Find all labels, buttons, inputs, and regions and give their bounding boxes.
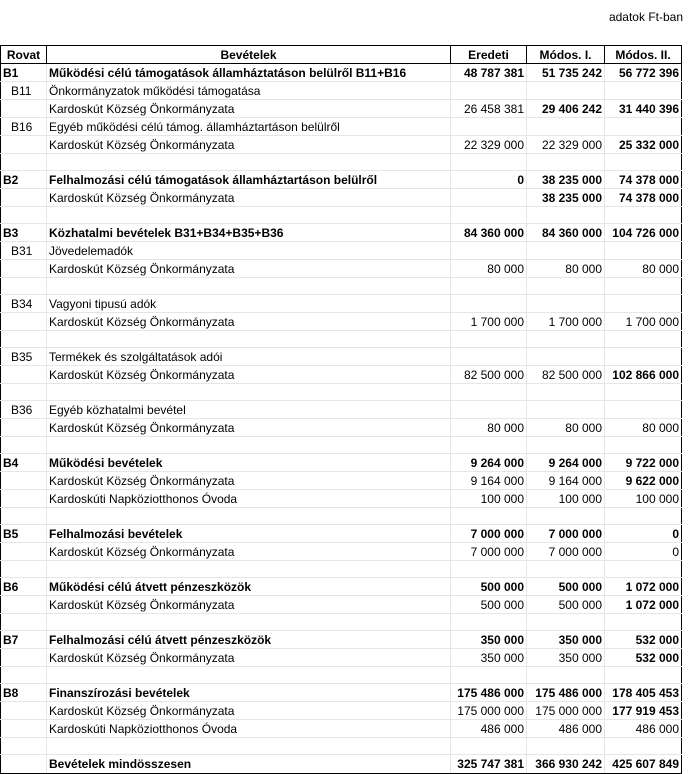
rovat-code bbox=[1, 472, 47, 490]
value-eredeti: 7 000 000 bbox=[451, 543, 527, 561]
table-row bbox=[1, 596, 682, 614]
value-eredeti: 500 000 bbox=[451, 596, 527, 614]
empty-cell bbox=[451, 614, 527, 631]
empty-cell bbox=[527, 331, 605, 348]
rovat-code: B11 bbox=[1, 82, 47, 100]
rovat-code: B2 bbox=[1, 171, 47, 189]
value-modos2 bbox=[605, 295, 682, 313]
rovat-code: B36 bbox=[1, 401, 47, 419]
value-modos2: 425 607 849 bbox=[605, 755, 682, 774]
value-modos2: 9 722 000 bbox=[605, 454, 682, 472]
value-modos2: 1 072 000 bbox=[605, 578, 682, 596]
value-modos2: 80 000 bbox=[605, 419, 682, 437]
value-eredeti: 0 bbox=[451, 171, 527, 189]
value-modos2: 532 000 bbox=[605, 631, 682, 649]
empty-cell bbox=[1, 561, 47, 578]
value-eredeti: 80 000 bbox=[451, 260, 527, 278]
group-row bbox=[1, 525, 682, 543]
value-modos1 bbox=[527, 82, 605, 100]
rovat-code bbox=[1, 649, 47, 667]
rovat-code bbox=[1, 313, 47, 331]
table-row bbox=[1, 490, 682, 508]
empty-cell bbox=[47, 207, 451, 224]
empty-cell bbox=[605, 207, 682, 224]
value-modos2: 0 bbox=[605, 543, 682, 561]
rovat-code bbox=[1, 100, 47, 118]
bevetel-name: Kardoskút Község Önkormányzata bbox=[47, 596, 451, 614]
table-row bbox=[1, 649, 682, 667]
empty-cell bbox=[451, 331, 527, 348]
value-modos1 bbox=[527, 348, 605, 366]
value-modos1: 80 000 bbox=[527, 260, 605, 278]
value-modos1 bbox=[527, 242, 605, 260]
spacer-row bbox=[1, 508, 682, 525]
table-row bbox=[1, 82, 682, 100]
value-eredeti: 9 264 000 bbox=[451, 454, 527, 472]
value-modos2 bbox=[605, 118, 682, 136]
empty-cell bbox=[47, 154, 451, 171]
value-modos2: 532 000 bbox=[605, 649, 682, 667]
empty-cell bbox=[605, 667, 682, 684]
empty-cell bbox=[47, 614, 451, 631]
empty-cell bbox=[451, 508, 527, 525]
rovat-code: B8 bbox=[1, 684, 47, 702]
value-modos1: 350 000 bbox=[527, 631, 605, 649]
empty-cell bbox=[527, 437, 605, 454]
value-modos1: 500 000 bbox=[527, 578, 605, 596]
spacer-row bbox=[1, 331, 682, 348]
value-eredeti bbox=[451, 348, 527, 366]
value-modos2: 74 378 000 bbox=[605, 189, 682, 207]
value-eredeti: 80 000 bbox=[451, 419, 527, 437]
bevetel-name: Kardoskút Község Önkormányzata bbox=[47, 100, 451, 118]
bevetel-name: Bevételek mindösszesen bbox=[47, 755, 451, 774]
rovat-code: B34 bbox=[1, 295, 47, 313]
empty-cell bbox=[527, 278, 605, 295]
value-modos1: 486 000 bbox=[527, 720, 605, 738]
table-row bbox=[1, 366, 682, 384]
value-modos2 bbox=[605, 82, 682, 100]
empty-cell bbox=[1, 508, 47, 525]
value-modos1: 51 735 242 bbox=[527, 64, 605, 82]
value-modos2: 25 332 000 bbox=[605, 136, 682, 154]
spacer-row bbox=[1, 207, 682, 224]
group-row bbox=[1, 454, 682, 472]
empty-cell bbox=[47, 667, 451, 684]
bevetel-name: Kardoskút Község Önkormányzata bbox=[47, 136, 451, 154]
value-eredeti: 84 360 000 bbox=[451, 224, 527, 242]
empty-cell bbox=[47, 738, 451, 755]
empty-cell bbox=[605, 154, 682, 171]
empty-cell bbox=[527, 614, 605, 631]
unit-note: adatok Ft-ban bbox=[608, 10, 683, 24]
empty-cell bbox=[47, 508, 451, 525]
value-modos1: 22 329 000 bbox=[527, 136, 605, 154]
empty-cell bbox=[1, 667, 47, 684]
value-modos1: 9 164 000 bbox=[527, 472, 605, 490]
spacer-row bbox=[1, 154, 682, 171]
empty-cell bbox=[47, 331, 451, 348]
empty-cell bbox=[451, 207, 527, 224]
empty-cell bbox=[1, 437, 47, 454]
empty-cell bbox=[451, 384, 527, 401]
empty-cell bbox=[605, 614, 682, 631]
rovat-code: B5 bbox=[1, 525, 47, 543]
empty-cell bbox=[527, 154, 605, 171]
rovat-code bbox=[1, 189, 47, 207]
value-modos1: 175 486 000 bbox=[527, 684, 605, 702]
table-row bbox=[1, 242, 682, 260]
value-modos2: 80 000 bbox=[605, 260, 682, 278]
value-eredeti: 325 747 381 bbox=[451, 755, 527, 774]
bevetel-name: Egyéb közhatalmi bevétel bbox=[47, 401, 451, 419]
value-modos2: 56 772 396 bbox=[605, 64, 682, 82]
value-eredeti: 9 164 000 bbox=[451, 472, 527, 490]
value-modos2: 0 bbox=[605, 525, 682, 543]
empty-cell bbox=[605, 384, 682, 401]
spacer-row bbox=[1, 561, 682, 578]
empty-cell bbox=[451, 154, 527, 171]
value-modos1: 100 000 bbox=[527, 490, 605, 508]
rovat-code bbox=[1, 543, 47, 561]
value-modos1 bbox=[527, 295, 605, 313]
bevetel-name: Finanszírozási bevételek bbox=[47, 684, 451, 702]
value-modos2: 102 866 000 bbox=[605, 366, 682, 384]
bevetel-name: Működési bevételek bbox=[47, 454, 451, 472]
empty-cell bbox=[527, 508, 605, 525]
bevetel-name: Kardoskúti Napköziotthonos Óvoda bbox=[47, 720, 451, 738]
bevetel-name: Működési célú átvett pénzeszközök bbox=[47, 578, 451, 596]
value-modos1: 9 264 000 bbox=[527, 454, 605, 472]
group-row bbox=[1, 171, 682, 189]
value-modos2 bbox=[605, 401, 682, 419]
rovat-code bbox=[1, 720, 47, 738]
empty-cell bbox=[527, 384, 605, 401]
value-modos1 bbox=[527, 118, 605, 136]
value-eredeti: 175 000 000 bbox=[451, 702, 527, 720]
table-row bbox=[1, 720, 682, 738]
bevetel-name: Egyéb működési célú támog. államháztartáson belülről bbox=[47, 118, 451, 136]
table-row bbox=[1, 136, 682, 154]
value-modos2: 178 405 453 bbox=[605, 684, 682, 702]
value-eredeti: 175 486 000 bbox=[451, 684, 527, 702]
value-modos2: 1 072 000 bbox=[605, 596, 682, 614]
value-modos2: 74 378 000 bbox=[605, 171, 682, 189]
value-modos1: 38 235 000 bbox=[527, 171, 605, 189]
value-modos1: 7 000 000 bbox=[527, 525, 605, 543]
empty-cell bbox=[605, 331, 682, 348]
empty-cell bbox=[47, 561, 451, 578]
rovat-code bbox=[1, 490, 47, 508]
rovat-code: B6 bbox=[1, 578, 47, 596]
empty-cell bbox=[451, 278, 527, 295]
empty-cell bbox=[1, 738, 47, 755]
value-modos1: 500 000 bbox=[527, 596, 605, 614]
bevetel-name: Kardoskút Község Önkormányzata bbox=[47, 366, 451, 384]
value-modos2: 177 919 453 bbox=[605, 702, 682, 720]
header-row bbox=[1, 46, 682, 64]
header-modos2: Módos. II. bbox=[605, 46, 682, 64]
group-row bbox=[1, 64, 682, 82]
empty-cell bbox=[527, 207, 605, 224]
rovat-code bbox=[1, 136, 47, 154]
table-row bbox=[1, 348, 682, 366]
value-modos1: 366 930 242 bbox=[527, 755, 605, 774]
empty-cell bbox=[605, 278, 682, 295]
group-row bbox=[1, 224, 682, 242]
table-row bbox=[1, 118, 682, 136]
empty-cell bbox=[451, 437, 527, 454]
revenue-table bbox=[0, 45, 682, 774]
group-row bbox=[1, 578, 682, 596]
empty-cell bbox=[47, 278, 451, 295]
value-eredeti: 486 000 bbox=[451, 720, 527, 738]
empty-cell bbox=[47, 384, 451, 401]
value-modos2: 100 000 bbox=[605, 490, 682, 508]
value-modos2 bbox=[605, 242, 682, 260]
table-row bbox=[1, 401, 682, 419]
value-modos1: 80 000 bbox=[527, 419, 605, 437]
rovat-code bbox=[1, 755, 47, 774]
bevetel-name: Jövedelemadók bbox=[47, 242, 451, 260]
empty-cell bbox=[47, 437, 451, 454]
bevetel-name: Kardoskút Község Önkormányzata bbox=[47, 260, 451, 278]
table-row bbox=[1, 189, 682, 207]
value-modos2: 486 000 bbox=[605, 720, 682, 738]
empty-cell bbox=[1, 278, 47, 295]
value-eredeti bbox=[451, 189, 527, 207]
value-eredeti bbox=[451, 401, 527, 419]
value-eredeti bbox=[451, 295, 527, 313]
value-eredeti bbox=[451, 118, 527, 136]
rovat-code bbox=[1, 419, 47, 437]
value-modos1: 38 235 000 bbox=[527, 189, 605, 207]
rovat-code: B31 bbox=[1, 242, 47, 260]
table-row bbox=[1, 260, 682, 278]
rovat-code bbox=[1, 596, 47, 614]
table-row bbox=[1, 100, 682, 118]
group-row bbox=[1, 631, 682, 649]
value-eredeti: 22 329 000 bbox=[451, 136, 527, 154]
bevetel-name: Kardoskút Község Önkormányzata bbox=[47, 189, 451, 207]
bevetel-name: Önkormányzatok működési támogatása bbox=[47, 82, 451, 100]
bevetel-name: Termékek és szolgáltatások adói bbox=[47, 348, 451, 366]
table-row bbox=[1, 313, 682, 331]
value-modos1 bbox=[527, 401, 605, 419]
value-eredeti: 100 000 bbox=[451, 490, 527, 508]
bevetel-name: Felhalmozási bevételek bbox=[47, 525, 451, 543]
value-eredeti: 350 000 bbox=[451, 631, 527, 649]
rovat-code bbox=[1, 702, 47, 720]
value-modos2: 1 700 000 bbox=[605, 313, 682, 331]
spacer-row bbox=[1, 738, 682, 755]
empty-cell bbox=[451, 738, 527, 755]
empty-cell bbox=[605, 738, 682, 755]
empty-cell bbox=[451, 667, 527, 684]
value-eredeti bbox=[451, 242, 527, 260]
value-modos2: 104 726 000 bbox=[605, 224, 682, 242]
value-eredeti: 26 458 381 bbox=[451, 100, 527, 118]
empty-cell bbox=[527, 738, 605, 755]
bevetel-name: Felhalmozási célú átvett pénzeszközök bbox=[47, 631, 451, 649]
empty-cell bbox=[527, 667, 605, 684]
group-row bbox=[1, 684, 682, 702]
bevetel-name: Kardoskút Község Önkormányzata bbox=[47, 419, 451, 437]
empty-cell bbox=[527, 561, 605, 578]
value-eredeti: 500 000 bbox=[451, 578, 527, 596]
rovat-code: B3 bbox=[1, 224, 47, 242]
spacer-row bbox=[1, 437, 682, 454]
bevetel-name: Felhalmozási célú támogatások államháztartáson belülről bbox=[47, 171, 451, 189]
empty-cell bbox=[1, 384, 47, 401]
bevetel-name: Vagyoni tipusú adók bbox=[47, 295, 451, 313]
spacer-row bbox=[1, 384, 682, 401]
value-eredeti: 7 000 000 bbox=[451, 525, 527, 543]
table-row bbox=[1, 295, 682, 313]
value-eredeti: 82 500 000 bbox=[451, 366, 527, 384]
empty-cell bbox=[605, 437, 682, 454]
value-modos1: 82 500 000 bbox=[527, 366, 605, 384]
value-modos2 bbox=[605, 348, 682, 366]
rovat-code: B16 bbox=[1, 118, 47, 136]
empty-cell bbox=[605, 508, 682, 525]
bevetel-name: Működési célú támogatások államháztatáson belülről B11+B16 bbox=[47, 64, 451, 82]
rovat-code: B35 bbox=[1, 348, 47, 366]
value-modos1: 29 406 242 bbox=[527, 100, 605, 118]
rovat-code bbox=[1, 260, 47, 278]
empty-cell bbox=[1, 614, 47, 631]
value-modos1: 84 360 000 bbox=[527, 224, 605, 242]
table-row bbox=[1, 543, 682, 561]
empty-cell bbox=[1, 207, 47, 224]
spacer-row bbox=[1, 614, 682, 631]
bevetel-name: Kardoskút Község Önkormányzata bbox=[47, 702, 451, 720]
value-eredeti: 48 787 381 bbox=[451, 64, 527, 82]
table-row bbox=[1, 702, 682, 720]
header-bevetelek: Bevételek bbox=[47, 46, 451, 64]
empty-cell bbox=[1, 154, 47, 171]
empty-cell bbox=[1, 331, 47, 348]
rovat-code bbox=[1, 366, 47, 384]
bevetel-name: Kardoskút Község Önkormányzata bbox=[47, 472, 451, 490]
value-modos2: 31 440 396 bbox=[605, 100, 682, 118]
bevetel-name: Kardoskút Község Önkormányzata bbox=[47, 313, 451, 331]
value-modos2: 9 622 000 bbox=[605, 472, 682, 490]
table-row bbox=[1, 472, 682, 490]
value-modos1: 350 000 bbox=[527, 649, 605, 667]
value-eredeti bbox=[451, 82, 527, 100]
empty-cell bbox=[451, 561, 527, 578]
bevetel-name: Kardoskúti Napköziotthonos Óvoda bbox=[47, 490, 451, 508]
value-modos1: 175 000 000 bbox=[527, 702, 605, 720]
bevetel-name: Kardoskút Község Önkormányzata bbox=[47, 543, 451, 561]
header-eredeti: Eredeti bbox=[451, 46, 527, 64]
header-rovat: Rovat bbox=[1, 46, 47, 64]
value-modos1: 1 700 000 bbox=[527, 313, 605, 331]
spacer-row bbox=[1, 667, 682, 684]
total-row bbox=[1, 755, 682, 774]
value-modos1: 7 000 000 bbox=[527, 543, 605, 561]
value-eredeti: 1 700 000 bbox=[451, 313, 527, 331]
spacer-row bbox=[1, 278, 682, 295]
value-eredeti: 350 000 bbox=[451, 649, 527, 667]
rovat-code: B1 bbox=[1, 64, 47, 82]
rovat-code: B4 bbox=[1, 454, 47, 472]
header-modos1: Módos. I. bbox=[527, 46, 605, 64]
bevetel-name: Közhatalmi bevételek B31+B34+B35+B36 bbox=[47, 224, 451, 242]
table-row bbox=[1, 419, 682, 437]
empty-cell bbox=[605, 561, 682, 578]
bevetel-name: Kardoskút Község Önkormányzata bbox=[47, 649, 451, 667]
rovat-code: B7 bbox=[1, 631, 47, 649]
